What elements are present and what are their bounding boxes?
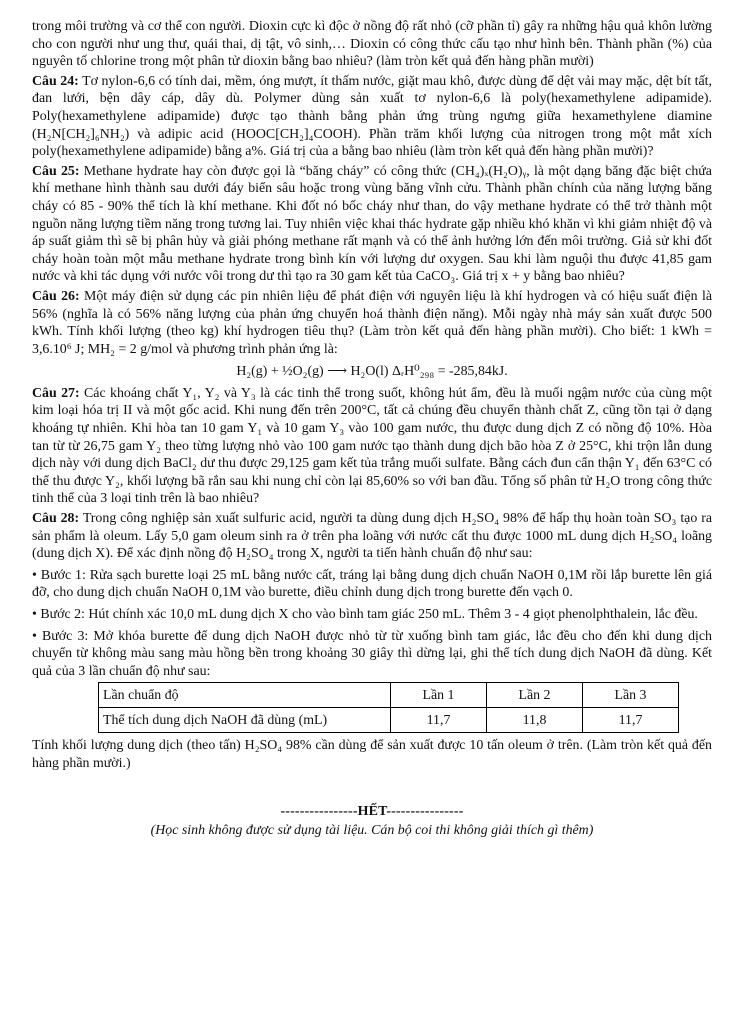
question-28-step-2: • Bước 2: Hút chính xác 10,0 mL dung dịch X cho vào bình tam giác 250 mL. Thêm 3 - 4 giọt phenolphthalein, lắc đều. bbox=[32, 607, 698, 622]
question-26-equation: H₂(g) + ½O₂(g) ⟶ H₂O(l) ΔᵣH⁰₂₉₈ = -285,84kJ. bbox=[236, 364, 508, 380]
question-24-text: Tơ nylon-6,6 có tính dai, mềm, óng mượt, ít thấm nước, giặt mau khô, được dùng để dệt vải may mặc, dệt bít tất, đan lưới, bện dây cáp, dây dù. Polymer dùng sản xuất tơ nylon-6,6 là poly(hexamethylene adipamide). Poly(hexamethylene adipamide) được tạo thành bằng phản ứng trùng ngưng giữa hexamethylene diamine (H₂N[CH₂]₆NH₂) và adipic acid (HOOC[CH₂]₄COOH). Phần trăm khối lượng của nitrogen trong một mắt xích poly(hexamethylene adipamide) bằng a%. Giá trị của a bằng bao nhiêu (làm tròn kết quả đến hàng phần mười)? bbox=[32, 73, 712, 160]
table-header-row bbox=[99, 683, 679, 708]
question-26-number: Câu 26: bbox=[32, 288, 80, 304]
table-header-label: Lần chuẩn độ bbox=[99, 683, 391, 708]
table-cell: 11,7 bbox=[391, 708, 487, 733]
question-27-text: Các khoáng chất Y₁, Y₂ và Y₃ là các tinh thể trong suốt, không hút ẩm, đều là muối ngậm nước của cùng một kim loại hóa trị II và một gốc acid. Khi nung đến trên 200°C, tất cả chúng đều chuyển thành chất Z, cũng tồn tại ở dạng khoáng tự nhiên. Khi hòa tan 10 gam Y₁ và 10 gam Y₃ vào 100 gam nước, thu được dung dịch Z có nồng độ 10%. Hòa tan từ từ 26,75 gam Y₂ theo từng lượng nhỏ vào 100 gam nước tạo thành dung dịch bão hòa Z ở 25°C, khi trộn lẫn dung dịch này với dung dịch BaCl₂ dư thu được 29,125 gam kết tủa trắng muối sulfate. Bằng cách đun cẩn thận Y₁ đến 63°C có thể thu được Y₂, khối lượng bã rắn sau khi nung chỉ còn lại 85,60% so với ban đầu. Tổng số phân tử H₂O trong công thức tinh thể của 3 loại tinh trên là bao nhiêu? bbox=[32, 385, 712, 507]
table-cell: 11,8 bbox=[487, 708, 583, 733]
question-25-text: Methane hydrate hay còn được gọi là “băng cháy” có công thức (CH₄)ₓ(H₂O)ᵧ, là một dạng băng đặc biệt chứa khí methane hình thành sau dưới đáy biển sâu hoặc trong vùng băng vĩnh cửu. Thành phần chính của năng lượng băng cháy có 85 - 90% thể tích là khí methane. Khi đốt nó bốc cháy như than, do vậy methane hydrate có thể trở thành một nguồn năng lượng tiềm năng trong tương lai. Tuy nhiên việc khai thác hydrate gặp nhiều khó khăn vì khi giảm nhiệt độ và áp suất giảm thì sẽ bị phân hủy và giải phóng methane rất mạnh và có thể ảnh hưởng lớn đến môi trường. Giả sử khi đốt cháy hoàn toàn một mẫu methane hydrate trong bình kín với lượng dư oxygen. Sau khi làm nguội thu được 41,85 gam nước và khi tác dụng với nước vôi trong dư thì tạo ra 30 gam kết tủa CaCO₃. Giá trị x + y bằng bao nhiêu? bbox=[32, 163, 712, 285]
footer-note: (Học sinh không được sử dụng tài liệu. Cán bộ coi thi không giải thích gì thêm) bbox=[150, 823, 594, 839]
intro-paragraph: trong môi trường và cơ thể con người. Dioxin cực kì độc ở nồng độ rất nhỏ (cỡ phần tỉ) gây ra những hậu quả khôn lường cho con người như ung thư, quái thai, dị tật, vô sinh,… Dioxin có công thức cấu tạo như hình bên. Thành phần (%) của nguyên tố chlorine trong một phân tử dioxin bằng bao nhiêu? (làm tròn kết quả đến hàng phần mười) bbox=[32, 19, 712, 70]
table-cell: 11,7 bbox=[583, 708, 679, 733]
end-marker: ----------------HẾT---------------- bbox=[280, 803, 464, 819]
table-row bbox=[99, 708, 679, 733]
question-26-text: Một máy điện sử dụng các pin nhiên liệu để phát điện với nguyên liệu là khí hydrogen và có hiệu suất điện là 56% (nghĩa là có 56% năng lượng của phản ứng chuyển hoá thành điện năng). Mỗi ngày nhà máy sản xuất được 500 kWh. Tính khối lượng (theo kg) khí hydrogen tiêu thụ? (Làm tròn kết quả đến hàng phần mười). Cho biết: 1 kWh = 3,6.10⁶ J; MH₂ = 2 g/mol và phương trình phản ứng là: bbox=[32, 288, 712, 357]
question-28 bbox=[32, 510, 712, 563]
question-24 bbox=[32, 73, 712, 161]
question-28-text: Trong công nghiệp sản xuất sulfuric acid, người ta dùng dung dịch H₂SO₄ 98% để hấp thụ hoàn toàn SO₃ tạo ra sản phẩm là oleum. Lấy 5,0 gam oleum sinh ra ở trên pha loãng với nước cất thu được 1000 mL dung dịch H₂SO₄ loãng (dung dịch X). Để xác định nồng độ H₂SO₄ trong X, người ta tiến hành chuẩn độ như sau: bbox=[32, 511, 712, 562]
question-28-final: Tính khối lượng dung dịch (theo tấn) H₂SO₄ 98% cần dùng để sản xuất được 10 tấn oleum ở trên. (Làm tròn kết quả đến hàng phần mười.) bbox=[32, 738, 712, 771]
question-28-step-1: • Bước 1: Rửa sạch burette loại 25 mL bằng nước cất, tráng lại bằng dung dịch chuẩn NaOH 0,1M rồi lắp burette lên giá đỡ, cho dung dịch chuẩn NaOH 0,1M vào burette, điều chỉnh dung dịch trong burette đến vạch 0. bbox=[32, 567, 712, 601]
table-row-label: Thể tích dung dịch NaOH đã dùng (mL) bbox=[99, 708, 391, 733]
titration-results-table bbox=[98, 682, 679, 733]
question-28-step-3: • Bước 3: Mở khóa burette để dung dịch NaOH được nhỏ từ từ xuống bình tam giác, lắc đều cho đến khi dung dịch chuyển từ không màu sang màu hồng bền trong khoảng 30 giây thì dừng lại, ghi thể tích dung dịch NaOH đã dùng. Kết quả của 3 lần chuẩn độ như sau: bbox=[32, 628, 712, 679]
question-27-number: Câu 27: bbox=[32, 385, 80, 401]
question-28-number: Câu 28: bbox=[32, 511, 80, 527]
table-column-header: Lần 3 bbox=[583, 683, 679, 708]
table-column-header: Lần 1 bbox=[391, 683, 487, 708]
question-25 bbox=[32, 163, 712, 286]
table-column-header: Lần 2 bbox=[487, 683, 583, 708]
question-27 bbox=[32, 385, 712, 508]
question-26 bbox=[32, 288, 712, 358]
question-24-number: Câu 24: bbox=[32, 73, 79, 89]
question-25-number: Câu 25: bbox=[32, 163, 80, 179]
